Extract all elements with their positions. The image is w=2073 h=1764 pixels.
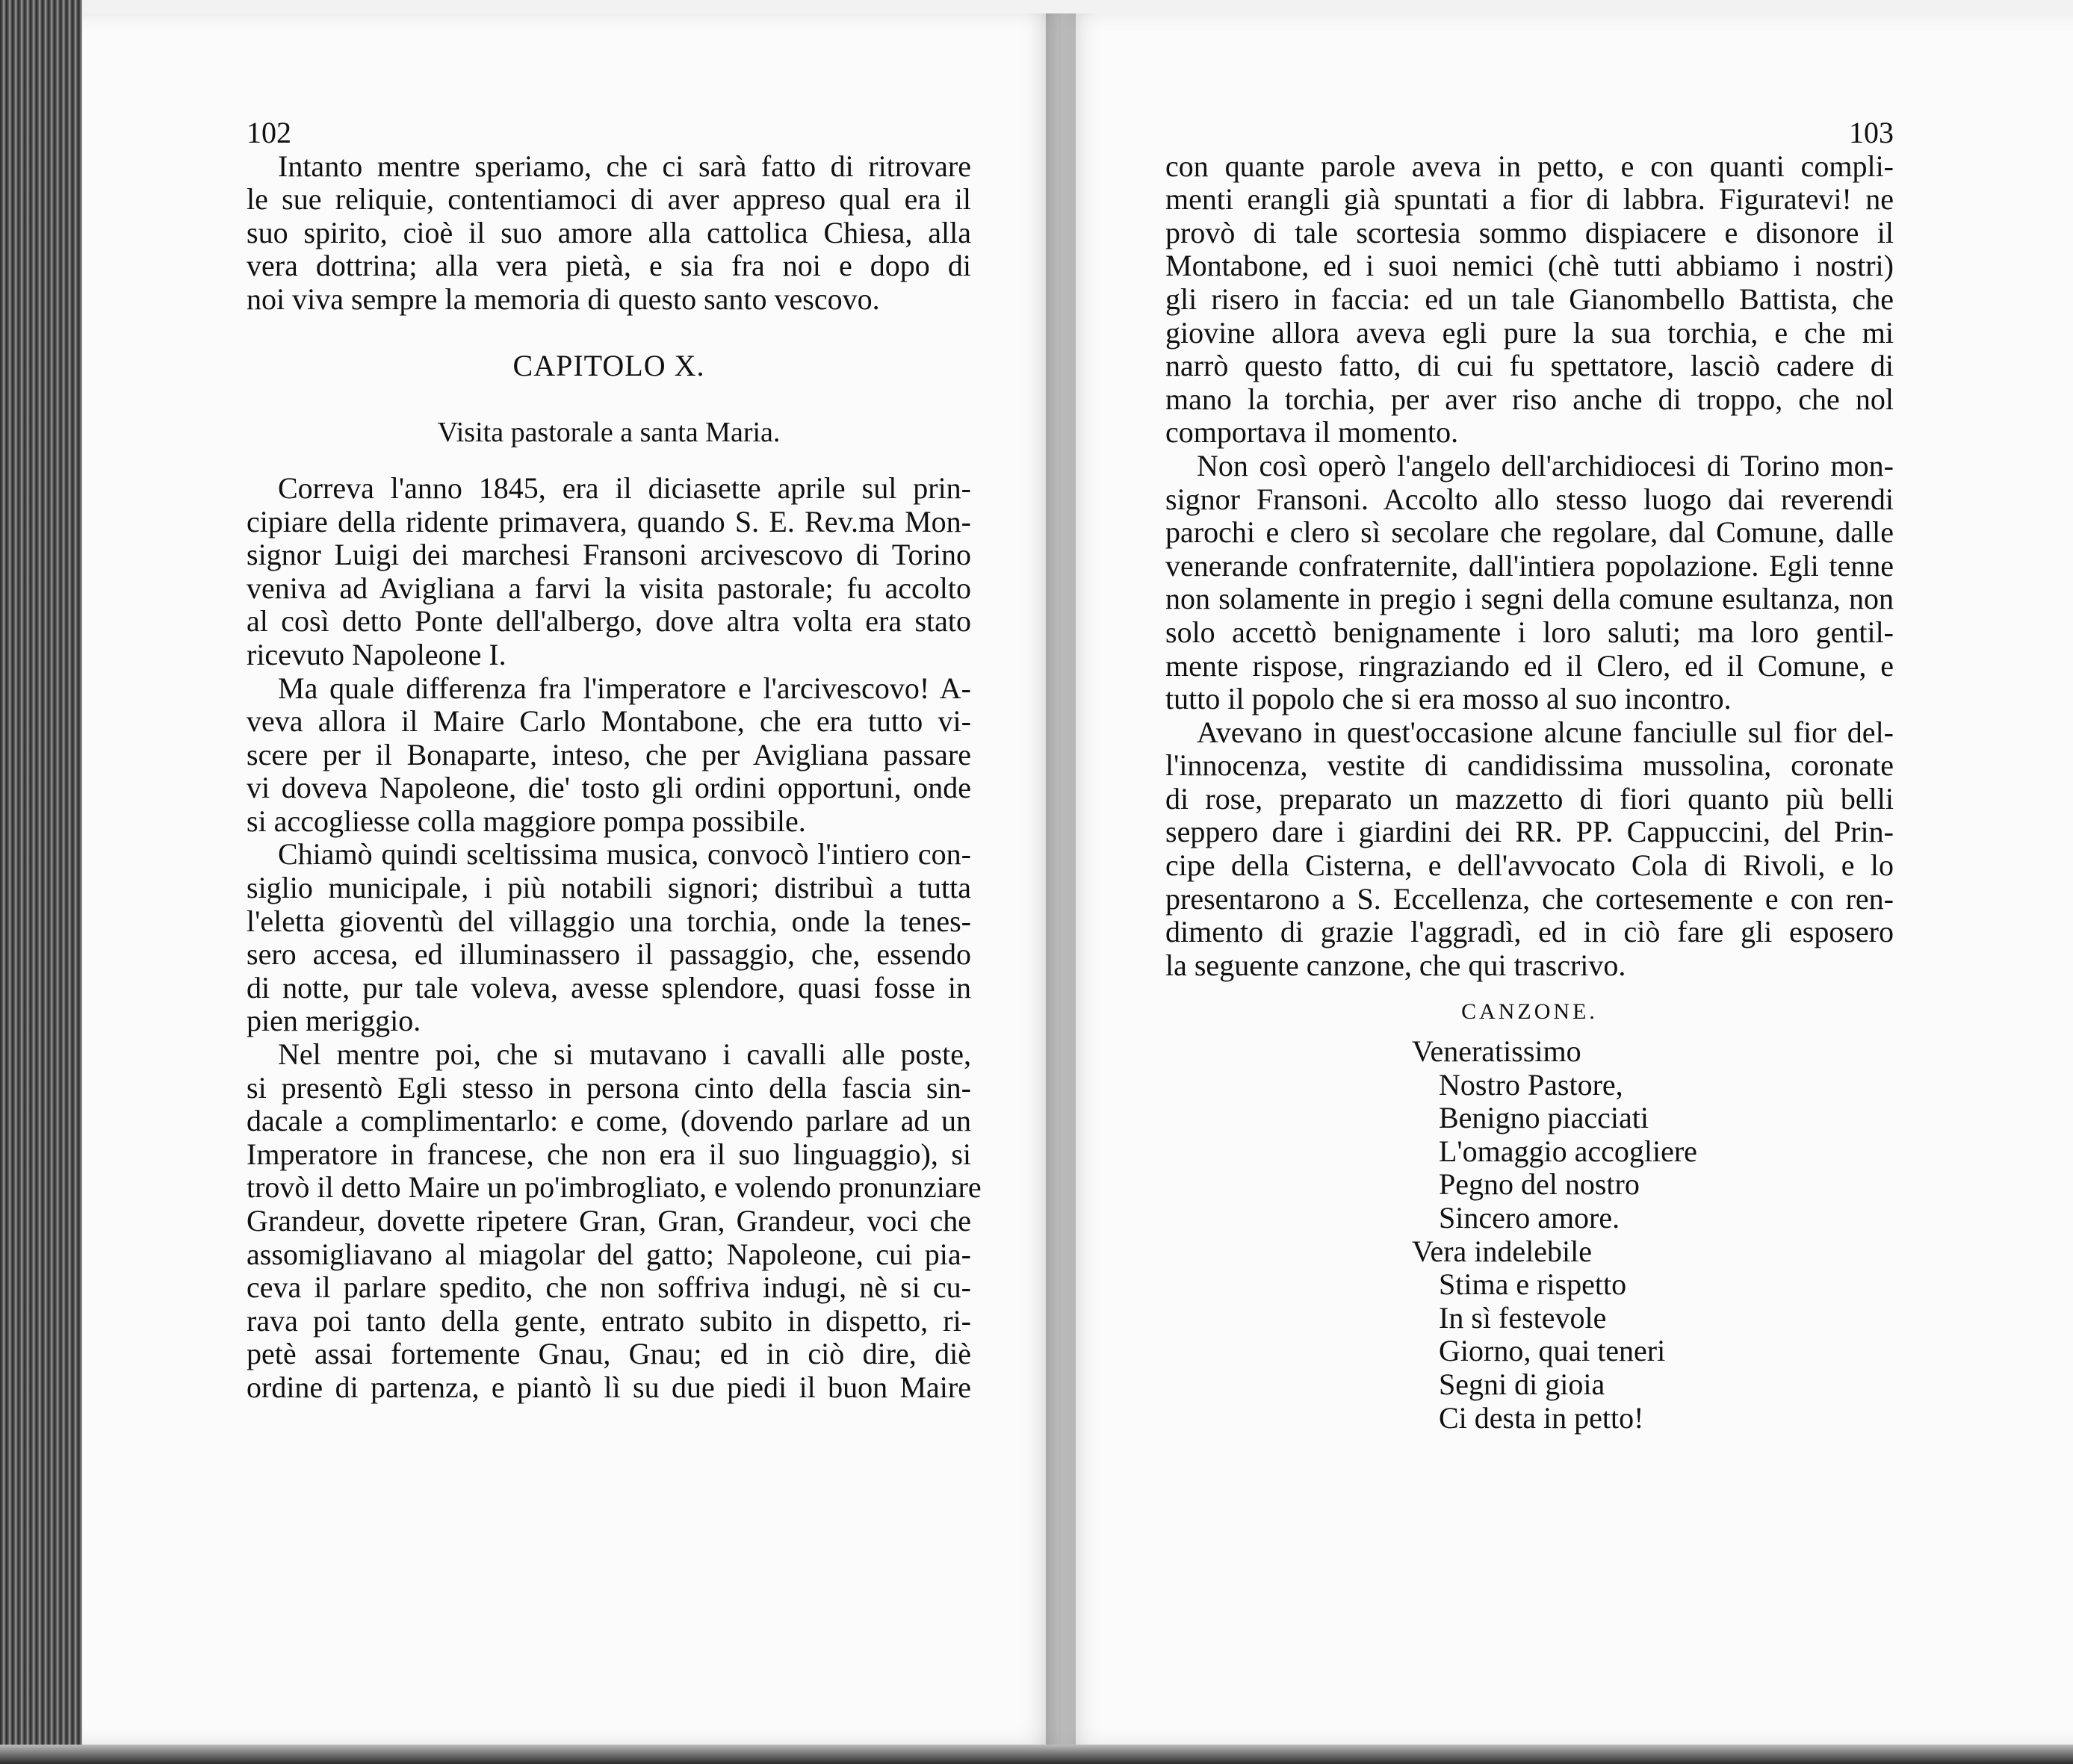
text-line: Intanto mentre speriamo, che ci sarà fatto di ritrovare bbox=[278, 149, 971, 183]
poem-line: Giorno, quai teneri bbox=[1439, 1334, 1666, 1368]
book-gutter bbox=[1046, 13, 1076, 1745]
poem-line: Benigno piacciati bbox=[1439, 1101, 1649, 1135]
text-line: pien meriggio. bbox=[247, 1004, 421, 1038]
text-line: cipiare della ridente primavera, quando S. E. Rev.ma Mon- bbox=[247, 504, 971, 538]
text-line: parochi e clero sì secolare che regolare, dal Comune, dalle bbox=[1165, 515, 1894, 550]
paragraph bbox=[247, 838, 971, 1038]
poem-line: Pegno del nostro bbox=[1439, 1167, 1640, 1202]
paragraph bbox=[247, 472, 971, 672]
text-line: narrò questo fatto, di cui fu spettatore, lasciò cadere di bbox=[1165, 349, 1894, 383]
text-line: sero accesa, ed illuminassero il passaggio, che, essendo bbox=[247, 937, 971, 972]
chapter-subtitle: Visita pastorale a santa Maria. bbox=[437, 417, 781, 449]
text-line: signor Fransoni. Accolto allo stesso luogo dai reverendi bbox=[1165, 482, 1894, 516]
text-line: Chiamò quindi sceltissima musica, convocò l'intiero con- bbox=[278, 837, 971, 872]
text-line: assomigliavano al miagolar del gatto; Napoleone, cui pia- bbox=[247, 1237, 971, 1271]
text-line: trovò il detto Maire un po'imbrogliato, e volendo pronunziare bbox=[247, 1170, 982, 1205]
text-line: mano la torchia, per aver riso anche di troppo, che nol bbox=[1165, 382, 1894, 416]
paragraph bbox=[247, 672, 971, 839]
text-line: petè assai fortemente Gnau, Gnau; ed in ciò dire, diè bbox=[247, 1337, 971, 1371]
page-number-right: 103 bbox=[1849, 116, 1894, 149]
text-line: giovine allora aveva egli pure la sua torchia, e che mi bbox=[1165, 315, 1894, 350]
text-line: Montabone, ed i suoi nemici (chè tutti abbiamo i nostri) bbox=[1165, 249, 1894, 283]
text-line: ricevuto Napoleone I. bbox=[247, 637, 506, 671]
poem-line: Vera indelebile bbox=[1412, 1234, 1592, 1268]
text-line: si accogliesse colla maggiore pompa possibile. bbox=[247, 804, 806, 838]
right-page-text bbox=[1165, 117, 1894, 1435]
poem-line: L'omaggio accogliere bbox=[1439, 1134, 1697, 1168]
poem-line: Nostro Pastore, bbox=[1439, 1067, 1623, 1102]
paragraph bbox=[1165, 150, 1894, 450]
text-line: comportava il momento. bbox=[1165, 415, 1459, 450]
poem-line: Ci desta in petto! bbox=[1439, 1400, 1644, 1435]
canzone-heading: CANZONE. bbox=[1461, 999, 1598, 1025]
text-line: noi viva sempre la memoria di questo santo vescovo. bbox=[247, 282, 880, 316]
text-line: si presentò Egli stesso in persona cinto della fascia sin- bbox=[247, 1070, 971, 1105]
text-line: Ma quale differenza fra l'imperatore e l'arcivescovo! A- bbox=[278, 671, 971, 705]
poem-line: Veneratissimo bbox=[1412, 1034, 1581, 1069]
text-line: ordine di partenza, e piantò lì su due piedi il buon Maire bbox=[247, 1370, 971, 1404]
text-line: siglio municipale, i più notabili signori; distribuì a tutta bbox=[247, 871, 971, 905]
text-line: al così detto Ponte dell'albergo, dove altra volta era stato bbox=[247, 604, 971, 639]
text-line: signor Luigi dei marchesi Fransoni arcivescovo di Torino bbox=[247, 538, 971, 572]
poem-line: In sì festevole bbox=[1439, 1300, 1607, 1335]
text-line: l'eletta gioventù del villaggio una torchia, onde la tenes- bbox=[247, 904, 971, 938]
paragraph bbox=[247, 1037, 982, 1405]
text-line: seppero dare i giardini dei RR. PP. Cappuccini, del Prin- bbox=[1165, 815, 1894, 849]
text-line: gli risero in faccia: ed un tale Gianombello Battista, che bbox=[1165, 282, 1894, 316]
poem bbox=[1165, 1035, 1894, 1435]
book-edge-bottom bbox=[0, 1745, 2073, 1764]
text-line: suo spirito, cioè il suo amore alla cattolica Chiesa, alla bbox=[247, 215, 971, 249]
text-line: Nel mentre poi, che si mutavano i cavalli alle poste, bbox=[278, 1037, 971, 1072]
text-line: cipe della Cisterna, e dell'avvocato Cola di Rivoli, e lo bbox=[1165, 848, 1894, 883]
page-number-left: 102 bbox=[247, 116, 291, 149]
text-line: venerande confraternite, dall'intiera popolazione. Egli tenne bbox=[1165, 548, 1894, 583]
text-line: provò di tale scortesia sommo dispiacere e disonore il bbox=[1165, 215, 1894, 249]
text-line: ceva il parlare spedito, che non soffriva indugi, nè si cu- bbox=[247, 1270, 971, 1305]
text-line: Avevano in quest'occasione alcune fanciulle sul fior del- bbox=[1197, 715, 1894, 749]
text-line: di rose, preparato un mazzetto di fiori quanto più belli bbox=[1165, 781, 1894, 816]
book-edge-left bbox=[0, 0, 82, 1764]
chapter-title: CAPITOLO X. bbox=[512, 349, 705, 383]
poem-line: Segni di gioia bbox=[1439, 1367, 1605, 1401]
text-line: vi doveva Napoleone, die' tosto gli ordini opportuni, onde bbox=[247, 771, 971, 805]
text-line: Correva l'anno 1845, era il diciasette aprile sul prin- bbox=[278, 470, 971, 505]
text-line: solo accettò benignamente i loro saluti; ma loro gentil- bbox=[1165, 615, 1894, 649]
text-line: non solamente in pregio i segni della comune esultanza, non bbox=[1165, 582, 1894, 616]
text-line: con quante parole aveva in petto, e con quanti compli- bbox=[1165, 149, 1894, 183]
paragraph bbox=[1165, 716, 1894, 983]
poem-line: Sincero amore. bbox=[1439, 1201, 1620, 1235]
text-line: mente rispose, ringraziando ed il Clero, ed il Comune, e bbox=[1165, 648, 1894, 683]
paragraph bbox=[1165, 450, 1894, 716]
text-line: Non così operò l'angelo dell'archidiocesi di Torino mon- bbox=[1197, 448, 1894, 482]
poem-line: Stima e rispetto bbox=[1439, 1267, 1627, 1302]
text-line: dimento di grazie l'aggradì, ed in ciò fare gli esposero bbox=[1165, 915, 1894, 949]
text-line: la seguente canzone, che qui trascrivo. bbox=[1165, 948, 1626, 982]
text-line: vera dottrina; alla vera pietà, e sia fra noi e dopo di bbox=[247, 249, 971, 283]
text-line: l'innocenza, vestite di candidissima mussolina, coronate bbox=[1165, 748, 1894, 783]
text-line: tutto il popolo che si era mosso al suo incontro. bbox=[1165, 682, 1732, 716]
paragraph bbox=[247, 150, 971, 317]
text-line: menti erangli già spuntati a fior di labbra. Figuratevi! ne bbox=[1165, 182, 1894, 217]
text-line: scere per il Bonaparte, inteso, che per Avigliana passare bbox=[247, 737, 971, 771]
text-line: Grandeur, dovette ripetere Gran, Gran, Grandeur, voci che bbox=[247, 1204, 971, 1237]
text-line: veva allora il Maire Carlo Montabone, che era tutto vi- bbox=[247, 704, 971, 739]
left-page-text bbox=[247, 116, 982, 1405]
text-line: rava poi tanto della gente, entrato subito in dispetto, ri- bbox=[247, 1303, 971, 1338]
text-line: le sue reliquie, contentiamoci di aver appreso qual era il bbox=[247, 182, 971, 217]
text-line: presentarono a S. Eccellenza, che cortesemente e con ren- bbox=[1165, 881, 1894, 916]
text-line: di notte, pur tale voleva, avesse splendore, quasi fosse in bbox=[247, 970, 971, 1004]
text-line: dacale a complimentarlo: e come, (dovendo parlare ad un bbox=[247, 1104, 971, 1138]
text-line: Imperatore in francese, che non era il suo linguaggio), si bbox=[247, 1137, 971, 1171]
text-line: veniva ad Avigliana a farvi la visita pastorale; fu accolto bbox=[247, 571, 971, 605]
